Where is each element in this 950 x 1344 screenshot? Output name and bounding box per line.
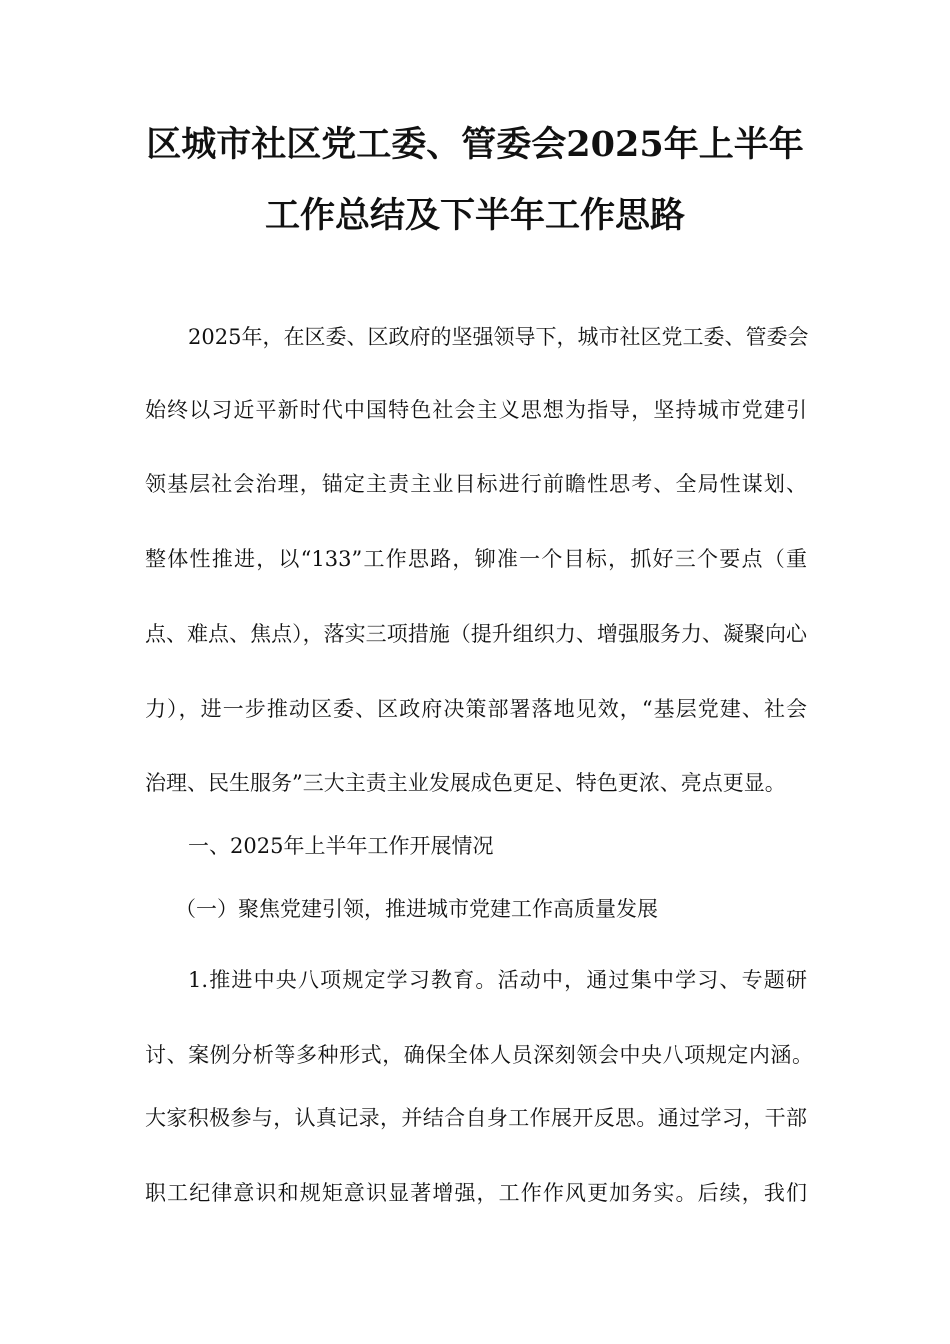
paragraph-line: 讨、案例分析等多种形式，确保全体人员深刻领会中央八项规定内涵。 (145, 1043, 813, 1067)
paragraph-line: 领基层社会治理，锚定主责主业目标进行前瞻性思考、全局性谋划、 (145, 472, 807, 496)
document-title-line-1: 区城市社区党工委、管委会2025年上半年 (146, 124, 804, 165)
document-title-line-2: 工作总结及下半年工作思路 (264, 195, 685, 236)
paragraph-line: 整体性推进，以“133”工作思路，铆准一个目标，抓好三个要点（重 (145, 547, 807, 571)
section-heading: 一、2025年上半年工作开展情况 (188, 834, 494, 858)
subsection-heading: （一）聚焦党建引领，推进城市党建工作高质量发展 (175, 897, 658, 921)
paragraph-line: 2025年，在区委、区政府的坚强领导下，城市社区党工委、管委会 (188, 325, 809, 349)
paragraph-line: 点、难点、焦点），落实三项措施（提升组织力、增强服务力、凝聚向心 (145, 622, 807, 646)
paragraph-line: 职工纪律意识和规矩意识显著增强，工作作风更加务实。后续，我们 (145, 1181, 807, 1205)
paragraph-line: 力），进一步推动区委、区政府决策部署落地见效，“基层党建、社会 (145, 697, 807, 721)
paragraph-line: 大家积极参与，认真记录，并结合自身工作展开反思。通过学习，干部 (145, 1106, 807, 1130)
paragraph-line: 治理、民生服务”三大主责主业发展成色更足、特色更浓、亮点更显。 (145, 771, 786, 795)
paragraph-line: 1.推进中央八项规定学习教育。活动中，通过集中学习、专题研 (188, 968, 807, 992)
paragraph-line: 始终以习近平新时代中国特色社会主义思想为指导，坚持城市党建引 (145, 398, 807, 422)
